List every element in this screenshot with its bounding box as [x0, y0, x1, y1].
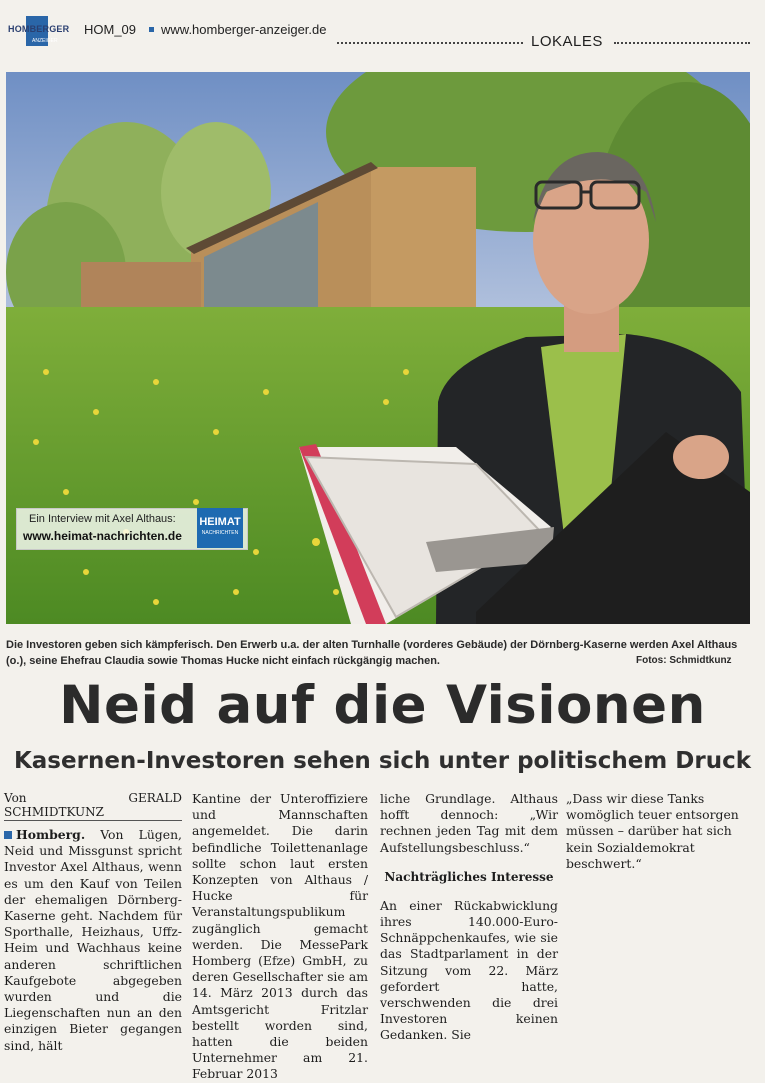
byline: Von GERALD SCHMIDTKUNZ	[4, 791, 182, 819]
article-column-4: „Dass wir diese Tanks womöglich teuer entsorgen müssen – darüber hat sich kein Sozialdemokrat beschwert.“	[566, 791, 739, 871]
square-bullet-icon	[4, 831, 12, 839]
headline: Neid auf die Visionen	[59, 675, 706, 736]
dateline: Homberg.	[16, 827, 86, 842]
header-rule-left	[337, 42, 523, 44]
header-rule-right	[614, 42, 750, 44]
section-title: LOKALES	[531, 33, 603, 50]
page-header	[0, 0, 765, 62]
heimat-badge: HEIMAT NACHRICHTEN	[197, 508, 243, 548]
subheadline: Kasernen-Investoren sehen sich unter politischem Druck	[13, 748, 752, 774]
interview-promo[interactable]: Ein Interview mit Axel Althaus: www.heimat-nachrichten.de HEIMAT NACHRICHTEN	[16, 508, 248, 550]
section-subheading: Nachträgliches Interesse	[384, 869, 554, 884]
website-url: www.homberger-anzeiger.de	[161, 22, 327, 37]
article-column-3: liche Grundlage. Althaus hofft dennoch: „Wir rechnen jeden Tag mit dem Aufstellungsbeschluss.“ Nachträgliches Interesse An einer Rückabwicklung ihres 140.000-Euro-Schnäppchenkaufes, wie sie das Stadtparlament in der Sitzung vom 22. März gefordert hatte, verschwenden die drei Investoren keinen Gedanken. Sie	[380, 791, 558, 1043]
article-column-1: Von GERALD SCHMIDTKUNZ Homberg. Von Lügen, Neid und Missgunst spricht Investor Axel Althaus, wenn es um den Kauf von Teilen der ehemaligen Dörnberg-Kaserne geht. Nachdem für Sporthalle, Heizhaus, Uffz-Heim und Wachhaus keine anderen schriftlichen Kaufgebote abgegeben wurden und die Liegenschaften nun an den einzigen Bieter gegangen sind, hält	[4, 791, 182, 1053]
article-column-2: Kantine der Unteroffiziere und Mannschaften angemeldet. Die darin befindliche Toilettenanlage sollte schon laut ersten Konzepten von Althaus / Hucke für Veranstaltungspublikum zugänglich gemacht werden. Die MessePark Homberg (Efze) GmbH, zu deren Gesellschafter sie am 14. März 2013 durch das Amtsgericht Fritzlar bestellt worden sind, hatten die beiden Unternehmer am 21. Februar 2013	[192, 791, 368, 1082]
bullet-icon	[149, 27, 154, 32]
newspaper-logo: HOMBERGER ANZEIGER	[8, 16, 64, 50]
promo-link[interactable]: www.heimat-nachrichten.de	[23, 529, 182, 543]
photo-caption: Die Investoren geben sich kämpferisch. Den Erwerb u.a. der alten Turnhalle (vorderes Gebäude) der Dörnberg-Kaserne werden Axel Althaus (o.), seine Ehefrau Claudia sowie Thomas Hucke nicht einfach rückgängig machen.	[6, 639, 738, 667]
page-code: HOM_09	[84, 22, 137, 37]
photo-credit: Fotos: Schmidtkunz	[636, 655, 732, 666]
